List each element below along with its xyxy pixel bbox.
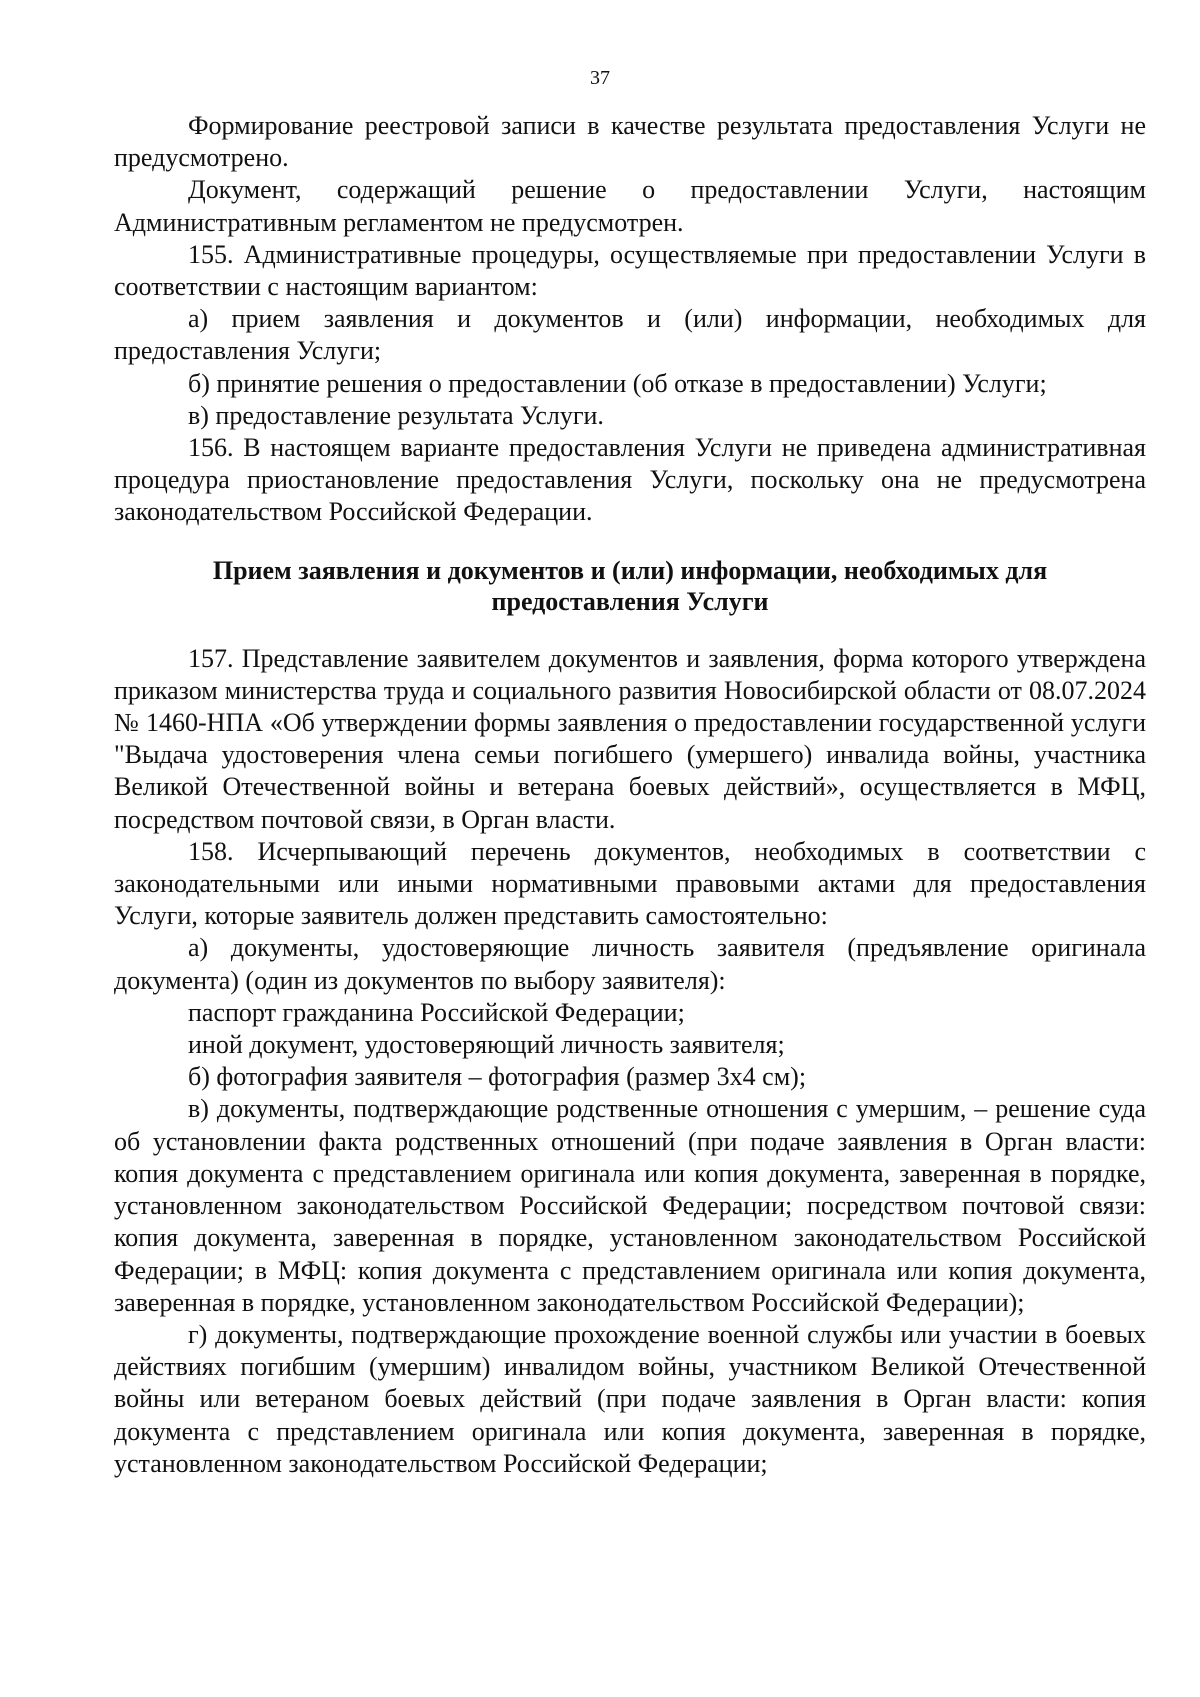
list-item: иной документ, удостоверяющий личность заявителя; — [188, 1030, 785, 1060]
section-heading — [114, 529, 1146, 643]
section-heading-line-2: предоставления Услуги — [491, 586, 769, 616]
list-item: б) принятие решения о предоставлении (об отказе в предоставлении) Услуги; — [188, 368, 1047, 398]
list-item: а) документы, удостоверяющие личность заявителя (предъявление оригинала документа) (один из документов по выбору заявителя): — [114, 933, 1146, 995]
document-body — [114, 110, 1146, 1480]
paragraph: 156. В настоящем варианте предоставления Услуги не приведена административная процедура приостановление предоставления Услуги, поскольку она не предусмотрена законодательством Российской Федерации. — [114, 433, 1146, 527]
paragraph: Документ, содержащий решение о предоставлении Услуги, настоящим Административным регламентом не предусмотрен. — [114, 175, 1146, 237]
list-item: а) прием заявления и документов и (или) информации, необходимых для предоставления Услуги; — [114, 304, 1146, 366]
list-item: паспорт гражданина Российской Федерации; — [188, 997, 685, 1027]
paragraph: 158. Исчерпывающий перечень документов, необходимых в соответствии с законодательными или иными нормативными правовыми актами для предоставления Услуги, которые заявитель должен представить самостоятельно: — [114, 836, 1146, 931]
list-item: в) предоставление результата Услуги. — [188, 400, 604, 430]
list-item: г) документы, подтверждающие прохождение военной службы или участии в боевых действиях погибшим (умершим) инвалидом войны, участником Великой Отечественной войны или ветераном боевых действий (при подаче заявления в Орган власти: копия документа с представлением оригинала или копия документа, заверенная в порядке, установленном законодательством Российской Федерации; — [114, 1319, 1146, 1478]
list-item: б) фотография заявителя – фотография (размер 3x4 см); — [188, 1062, 807, 1092]
paragraph: 155. Административные процедуры, осуществляемые при предоставлении Услуги в соответствии с настоящим вариантом: — [114, 239, 1146, 302]
section-heading-line-1: Прием заявления и документов и (или) информации, необходимых для — [212, 555, 1048, 585]
list-item: в) документы, подтверждающие родственные отношения с умершим, – решение суда об установлении факта родственных отношений (при подаче заявления в Орган власти: копия документа с представлением оригинала или копия документа, заверенная в порядке, установленном законодательством Российской Федерации; посредством почтовой связи: копия документа, заверенная в порядке, установленном законодательством Российской Федерации; в МФЦ: копия документа с представлением оригинала или копия документа, заверенная в порядке, установленном законодательством Российской Федерации); — [114, 1094, 1146, 1317]
page-number: 37 — [590, 67, 610, 89]
paragraph: 157. Представление заявителем документов и заявления, форма которого утверждена приказом министерства труда и социального развития Новосибирской области от 08.07.2024 № 1460-НПА «Об утверждении формы заявления о предоставлении государственной услуги "Выдача удостоверения члена семьи погибшего (умершего) инвалида войны, участника Великой Отечественной войны и ветерана боевых действий», осуществляется в МФЦ, посредством почтовой связи, в Орган власти. — [114, 643, 1146, 834]
paragraph: Формирование реестровой записи в качестве результата предоставления Услуги не предусмотрено. — [114, 111, 1146, 173]
